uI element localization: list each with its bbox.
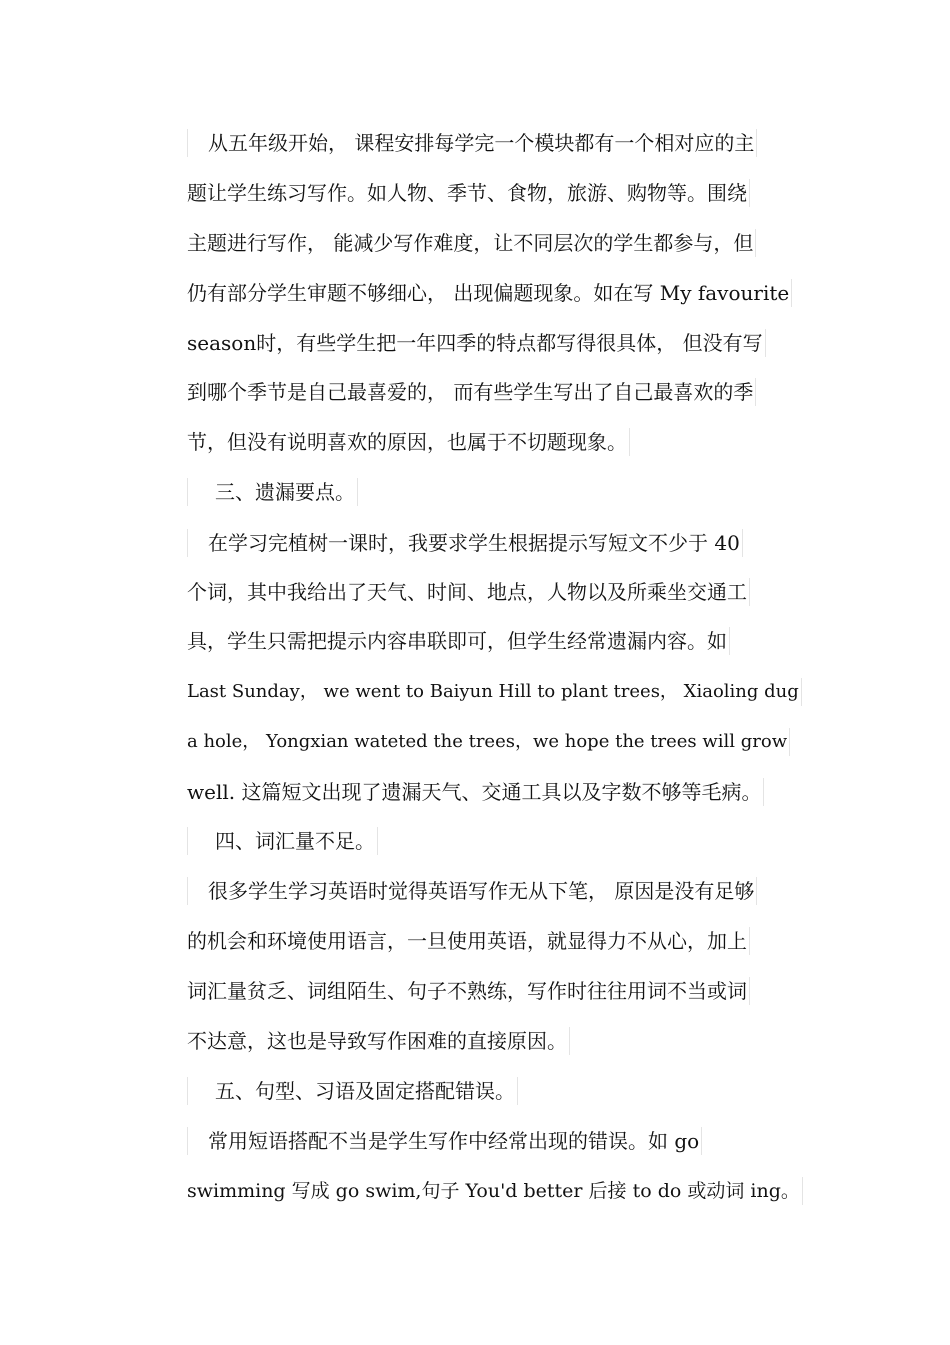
paragraph-3-line-3: 词汇量贫乏、词组陌生、句子不熟练，写作时往往用词不当或词 [187,977,750,1005]
paragraph-1-line-1: 从五年级开始， 课程安排每学完一个模块都有一个相对应的主 [187,129,757,157]
paragraph-2-line-5: a hole， Yongxian wateted the trees，we hope the trees will grow [187,728,790,756]
paragraph-3-line-1: 很多学生学习英语时觉得英语写作无从下笔， 原因是没有足够 [187,877,757,905]
paragraph-4-line-2: swimming 写成 go swim,句子 You'd better 后接 to do 或动词 ing。 [187,1177,803,1205]
paragraph-2-line-4: Last Sunday， we went to Baiyun Hill to plant trees， Xiaoling dug [187,678,802,706]
paragraph-2-line-6: well. 这篇短文出现了遗漏天气、交通工具以及字数不够等毛病。 [187,778,764,806]
paragraph-2-line-3: 具，学生只需把提示内容串联即可，但学生经常遗漏内容。如 [187,627,730,655]
section-heading-5: 五、句型、习语及固定搭配错误。 [187,1077,518,1105]
paragraph-2-line-1: 在学习完植树一课时，我要求学生根据提示写短文不少于 40 [187,529,743,557]
paragraph-4-line-1: 常用短语搭配不当是学生写作中经常出现的错误。如 go [187,1127,702,1155]
paragraph-3-line-4: 不达意，这也是导致写作困难的直接原因。 [187,1027,570,1055]
paragraph-1-line-7: 节，但没有说明喜欢的原因，也属于不切题现象。 [187,428,630,456]
paragraph-1-line-4: 仍有部分学生审题不够细心， 出现偏题现象。如在写 My favourite [187,279,792,307]
paragraph-1-line-3: 主题进行写作， 能减少写作难度，让不同层次的学生都参与，但 [187,229,756,257]
paragraph-2-line-2: 个词，其中我给出了天气、时间、地点，人物以及所乘坐交通工 [187,578,750,606]
paragraph-1-line-2: 题让学生练习写作。如人物、季节、食物，旅游、购物等。围绕 [187,179,750,207]
paragraph-1-line-6: 到哪个季节是自己最喜爱的， 而有些学生写出了自己最喜欢的季 [187,378,756,406]
paragraph-3-line-2: 的机会和环境使用语言，一旦使用英语，就显得力不从心，加上 [187,927,750,955]
paragraph-1-line-5: season时，有些学生把一年四季的特点都写得很具体， 但没有写 [187,329,766,357]
section-heading-4: 四、词汇量不足。 [187,827,378,855]
section-heading-3: 三、遗漏要点。 [187,478,358,506]
